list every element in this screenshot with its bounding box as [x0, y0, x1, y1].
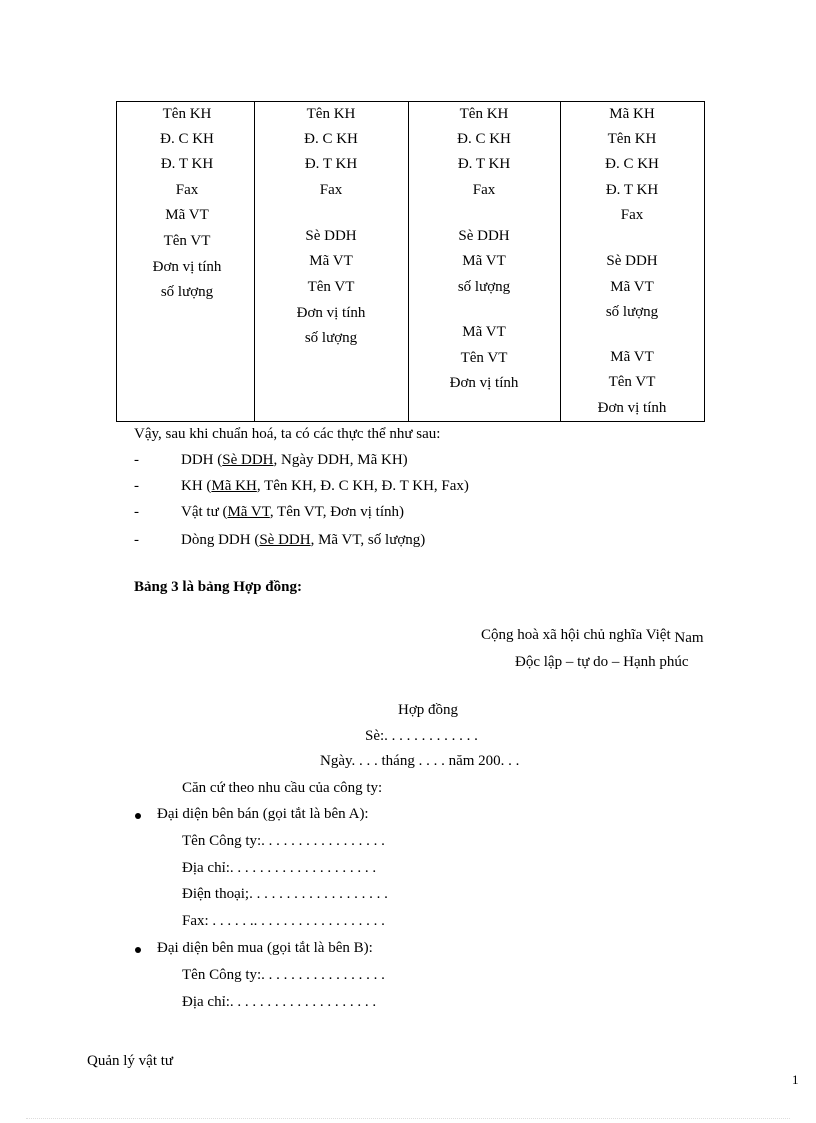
- primary-key: Sè DDH: [222, 452, 274, 468]
- entity-attributes: , Mã VT, số lượng): [310, 532, 426, 548]
- table-cell: Đ. T KH: [605, 182, 659, 198]
- party-b-field: Địa chỉ:. . . . . . . . . . . . . . . . . . . .: [182, 994, 377, 1010]
- table-cell: Tên KH: [607, 131, 657, 147]
- table-cell: Đ. C KH: [605, 156, 659, 172]
- party-b-field: Tên Công ty:. . . . . . . . . . . . . . . . .: [182, 967, 385, 983]
- table-cell: Đơn vị tính: [597, 400, 667, 416]
- table-cell: số lượng: [160, 284, 214, 300]
- contract-basis: Căn cứ theo nhu cầu của công ty:: [182, 780, 383, 796]
- motto-line-1: [481, 627, 704, 644]
- entity-attributes: , Tên VT, Đơn vị tính): [269, 504, 404, 520]
- page-number: 1: [792, 1072, 799, 1087]
- column-divider: [560, 102, 561, 421]
- entity-name: Vật tư (: [181, 504, 228, 520]
- table-cell: Đơn vị tính: [152, 259, 222, 275]
- table-cell: Mã VT: [462, 253, 506, 269]
- list-dash: -: [134, 478, 139, 494]
- contract-date: Ngày. . . . tháng . . . . năm 200. . .: [320, 753, 520, 769]
- entity-attributes: , Tên KH, Đ. C KH, Đ. T KH, Fax): [256, 478, 469, 494]
- table-cell: Mã VT: [462, 324, 506, 340]
- footer-divider: [26, 1118, 790, 1119]
- table-cell: Đơn vị tính: [296, 305, 366, 321]
- table-cell: Mã VT: [610, 349, 654, 365]
- table-cell: Sè DDH: [606, 253, 658, 269]
- contract-title: Hợp đồng: [398, 702, 459, 718]
- table-cell: Đơn vị tính: [449, 375, 519, 391]
- entity-attributes: , Ngày DDH, Mã KH): [273, 452, 408, 468]
- list-item: [181, 532, 425, 549]
- table-cell: Tên VT: [460, 350, 508, 366]
- party-a-field: Fax: . . . . . .. . . . . . . . . . . . . . . . . .: [182, 913, 385, 929]
- list-item: [181, 478, 469, 495]
- primary-key: Mã KH: [211, 478, 257, 494]
- intro-text: Vậy, sau khi chuẩn hoá, ta có các thực thể như sau:: [134, 426, 441, 442]
- table-cell: số lượng: [457, 279, 511, 295]
- column-divider: [408, 102, 409, 421]
- entity-table: [116, 101, 705, 422]
- table-cell: Tên KH: [459, 106, 509, 122]
- list-dash: -: [134, 452, 139, 468]
- table-cell: Mã VT: [309, 253, 353, 269]
- table-cell: Đ. C KH: [304, 131, 358, 147]
- primary-key: Mã VT: [227, 504, 270, 520]
- party-a-field: Tên Công ty:. . . . . . . . . . . . . . . . .: [182, 833, 385, 849]
- entity-name: KH (: [181, 478, 212, 494]
- table-cell: Fax: [472, 182, 496, 198]
- column-divider: [254, 102, 255, 421]
- table-cell: Đ. C KH: [160, 131, 214, 147]
- primary-key: Sè DDH: [259, 532, 311, 548]
- table-cell: Tên VT: [608, 374, 656, 390]
- table-cell: Đ. C KH: [457, 131, 511, 147]
- list-item: [181, 504, 404, 521]
- table-cell: Fax: [319, 182, 343, 198]
- table-cell: Mã VT: [610, 279, 654, 295]
- bullet-icon: [135, 813, 141, 819]
- motto-line-2: Độc lập – tự do – Hạnh phúc: [515, 654, 689, 670]
- table-cell: Fax: [175, 182, 199, 198]
- section-heading: Bảng 3 là bảng Hợp đồng:: [134, 579, 302, 595]
- motto-text-end: Nam: [674, 630, 704, 646]
- table-cell: Đ. T KH: [160, 156, 214, 172]
- table-cell: Fax: [620, 207, 644, 223]
- motto-text: Cộng hoà xã hội chủ nghĩa Việt: [481, 627, 671, 643]
- table-cell: Đ. T KH: [304, 156, 358, 172]
- contract-number: Sè:. . . . . . . . . . . . .: [365, 728, 478, 744]
- footer-title: Quản lý vật tư: [87, 1053, 174, 1069]
- table-cell: Sè DDH: [305, 228, 357, 244]
- table-cell: Tên KH: [306, 106, 356, 122]
- entity-name: DDH (: [181, 452, 223, 468]
- bullet-icon: [135, 947, 141, 953]
- table-cell: số lượng: [304, 330, 358, 346]
- party-b-heading: Đại diện bên mua (gọi tắt là bên B):: [157, 940, 373, 956]
- table-cell: Mã VT: [165, 207, 209, 223]
- list-dash: -: [134, 504, 139, 520]
- table-cell: Tên VT: [307, 279, 355, 295]
- table-cell: Tên KH: [162, 106, 212, 122]
- table-cell: Tên VT: [163, 233, 211, 249]
- table-cell: Sè DDH: [458, 228, 510, 244]
- table-cell: Mã KH: [609, 106, 655, 122]
- list-item: [181, 452, 408, 469]
- list-dash: -: [134, 532, 139, 548]
- table-cell: số lượng: [605, 304, 659, 320]
- party-a-field: Địa chỉ:. . . . . . . . . . . . . . . . . . . .: [182, 860, 377, 876]
- party-a-heading: Đại diện bên bán (gọi tắt là bên A):: [157, 806, 369, 822]
- table-cell: Đ. T KH: [457, 156, 511, 172]
- entity-name: Dòng DDH (: [181, 532, 260, 548]
- party-a-field: Điện thoại;. . . . . . . . . . . . . . . . . . .: [182, 886, 388, 902]
